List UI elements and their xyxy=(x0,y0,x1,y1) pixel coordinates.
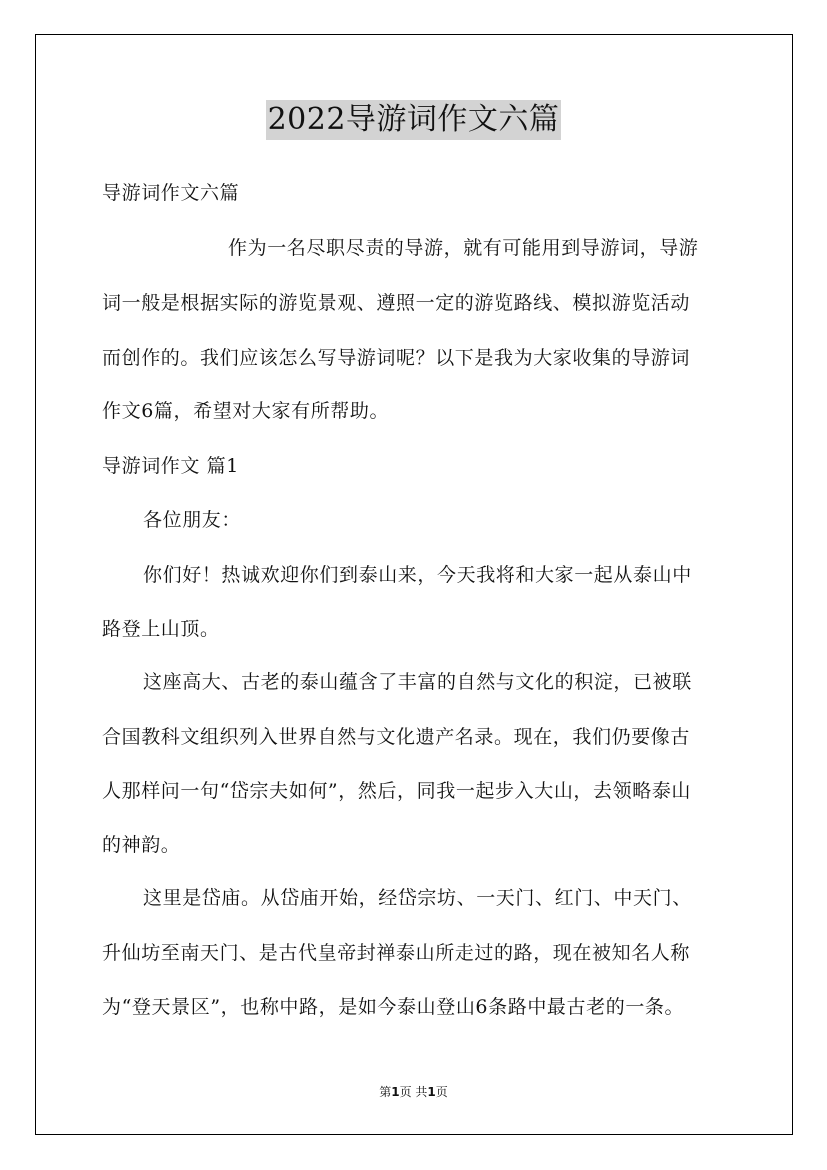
section-heading: 导游词作文 篇1 xyxy=(102,455,239,477)
document-title: 2022导游词作文六篇 xyxy=(266,100,562,140)
text-line: 为“登天景区”，也称中路，是如今泰山登山6条路中最古老的一条。 xyxy=(102,996,685,1018)
page-suffix: 页 xyxy=(435,1085,448,1099)
text-line: 作文6篇，希望对大家有所帮助。 xyxy=(102,400,390,422)
page-total: 1 xyxy=(427,1085,436,1099)
page-number: 1 xyxy=(391,1085,400,1099)
text-line: 作为一名尽职尽责的导游，就有可能用到导游词，导游 xyxy=(228,237,699,259)
text-line: 路登上山顶。 xyxy=(102,618,220,640)
page-prefix: 第 xyxy=(379,1085,392,1099)
text-line: 这里是岱庙。从岱庙开始，经岱宗坊、一天门、红门、中天门、 xyxy=(143,887,692,909)
text-line: 的神韵。 xyxy=(102,834,181,856)
page-footer xyxy=(0,1084,827,1100)
page-mid: 页 共 xyxy=(399,1085,428,1099)
text-line: 各位朋友： xyxy=(143,509,242,531)
text-line: 这座高大、古老的泰山蕴含了丰富的自然与文化的积淀，已被联 xyxy=(143,671,692,693)
text-line: 导游词作文六篇 xyxy=(102,182,240,204)
text-line: 人那样问一句“岱宗夫如何”，然后，同我一起步入大山，去领略泰山 xyxy=(102,780,692,802)
text-line: 词一般是根据实际的游览景观、遵照一定的游览路线、模拟游览活动 xyxy=(102,292,691,314)
text-line: 合国教科文组织列入世界自然与文化遗产名录。现在，我们仍要像古 xyxy=(102,726,691,748)
text-line: 你们好！热诚欢迎你们到泰山来，今天我将和大家一起从泰山中 xyxy=(143,564,692,586)
text-line: 升仙坊至南天门、是古代皇帝封禅泰山所走过的路，现在被知名人称 xyxy=(102,942,691,964)
document-title-wrap xyxy=(0,100,827,140)
text-line: 而创作的。我们应该怎么写导游词呢？以下是我为大家收集的导游词 xyxy=(102,347,691,369)
